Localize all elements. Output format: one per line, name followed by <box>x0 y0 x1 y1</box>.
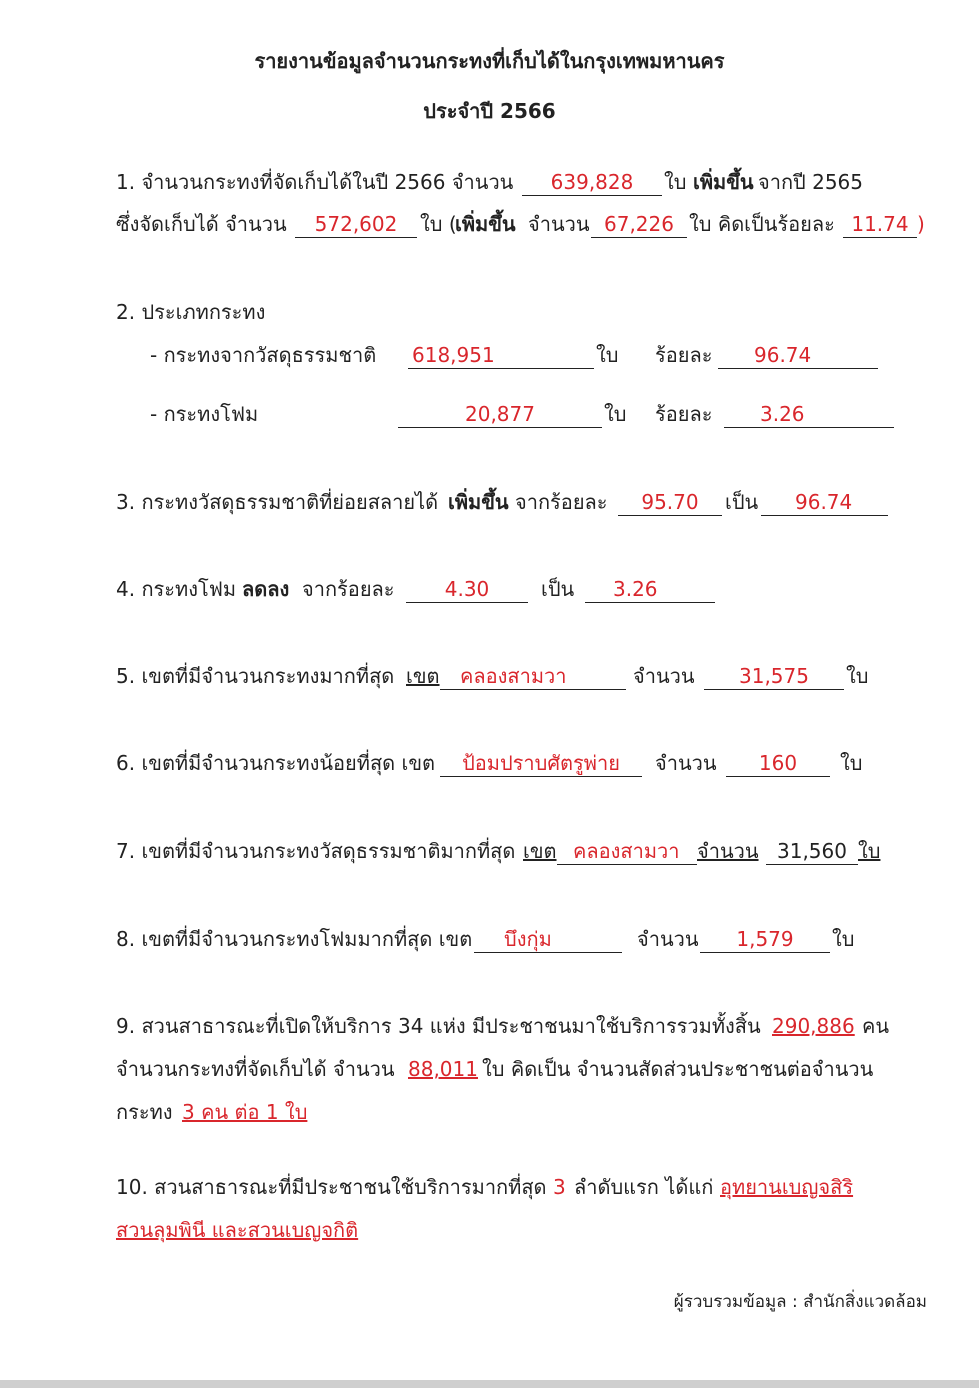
item-10-line1-text: 10. สวนสาธารณะที่มีประชาชนใช้บริการมากที่สุด <box>116 1175 547 1199</box>
item-7-khet: เขต <box>523 839 557 863</box>
item-1-text-f: จำนวน <box>528 212 590 236</box>
item-1-value-2565: 572,602 <box>295 211 417 238</box>
item-8-unit: ใบ <box>832 927 855 951</box>
item-4-text-a: 4. กระทงโฟม <box>116 577 237 601</box>
item-6-text-b: จำนวน <box>655 751 717 775</box>
item-8-count: 1,579 <box>700 926 830 953</box>
item-1-close-paren: ) <box>917 212 925 236</box>
item-3-text-a: 3. กระทงวัสดุธรรมชาติที่ย่อยสลายได้ <box>116 490 439 514</box>
item-8-text-b: จำนวน <box>637 927 699 951</box>
item-1-diff: 67,226 <box>591 211 687 238</box>
item-2-foam-label: - กระทงโฟม <box>150 402 259 426</box>
item-2-foam-count: 20,877 <box>398 401 602 428</box>
item-9-line2-text: จำนวนกระทงที่จัดเก็บได้ จำนวน <box>116 1057 395 1081</box>
item-7-unit: ใบ <box>858 839 881 863</box>
item-5-unit: ใบ <box>846 664 869 688</box>
report-subtitle: ประจำปี 2566 <box>423 99 556 123</box>
item-1-text-d: ซึ่งจัดเก็บได้ จำนวน <box>116 212 287 236</box>
item-1-bold-increase-2: เพิ่มขึ้น <box>455 212 516 236</box>
item-6-district: ป้อมปราบศัตรูพ่าย <box>440 750 642 777</box>
item-2-heading: 2. ประเภทกระทง <box>116 300 266 324</box>
item-5-text-b: จำนวน <box>633 664 695 688</box>
item-4-text-b: จากร้อยละ <box>302 577 395 601</box>
item-10-line1-rest: ลำดับแรก ได้แก่ <box>574 1175 714 1199</box>
item-5-count: 31,575 <box>704 663 844 690</box>
item-6-text-a: 6. เขตที่มีจำนวนกระทงน้อยที่สุด เขต <box>116 751 436 775</box>
item-9-krathong-count: 88,011 <box>408 1057 478 1081</box>
item-7-text-a: 7. เขตที่มีจำนวนกระทงวัสดุธรรมชาติมากที่สุด <box>116 839 516 863</box>
item-4-to: 3.26 <box>585 576 715 603</box>
item-4-text-c: เป็น <box>541 577 575 601</box>
item-5-text-a: 5. เขตที่มีจำนวนกระทงมากที่สุด <box>116 664 395 688</box>
report-title: รายงานข้อมูลจำนวนกระทงที่เก็บได้ในกรุงเทพมหานคร <box>254 49 725 73</box>
item-9-visitors: 290,886 <box>772 1014 855 1038</box>
bottom-border <box>0 1380 979 1388</box>
item-3-text-b: จากร้อยละ <box>515 490 608 514</box>
item-1-value-2566: 639,828 <box>522 169 662 196</box>
item-8-district: บึงกุ่ม <box>474 926 622 953</box>
item-2-foam-pct-label: ร้อยละ <box>655 402 713 426</box>
item-3-bold-increase: เพิ่มขึ้น <box>448 490 509 514</box>
item-9-line1-text: 9. สวนสาธารณะที่เปิดให้บริการ 34 แห่ง มีประชาชนมาใช้บริการรวมทั้งสิ้น <box>116 1014 761 1038</box>
item-2-foam-pct: 3.26 <box>724 401 894 428</box>
item-9-line3-text: กระทง <box>116 1100 173 1124</box>
item-2-natural-pct-label: ร้อยละ <box>655 343 713 367</box>
item-1-text-c: จากปี 2565 <box>758 170 864 194</box>
item-2-foam-unit: ใบ <box>604 402 627 426</box>
item-6-count: 160 <box>726 750 830 777</box>
item-5-khet: เขต <box>406 664 440 688</box>
item-10-park-1: อุทยานเบญจสิริ <box>720 1175 854 1199</box>
footer-compiler: ผู้รวบรวมข้อมูล : สำนักสิ่งแวดล้อม <box>673 1292 927 1312</box>
item-9-ratio: 3 คน ต่อ 1 ใบ <box>182 1100 308 1124</box>
item-9-line2-rest: ใบ คิดเป็น จำนวนสัดส่วนประชาชนต่อจำนวน <box>482 1057 874 1081</box>
item-2-natural-label: - กระทงจากวัสดุธรรมชาติ <box>150 343 377 367</box>
item-10-parks-rest: สวนลุมพินี และสวนเบญจกิติ <box>116 1218 359 1242</box>
item-3-to: 96.74 <box>761 489 888 516</box>
item-1-text-e: ใบ ( <box>420 212 457 236</box>
item-7-count: 31,560 <box>766 838 858 865</box>
item-1-percent: 11.74 <box>843 211 917 238</box>
item-9-line1-unit: คน <box>862 1014 890 1038</box>
item-2-natural-pct: 96.74 <box>718 342 878 369</box>
item-2-natural-unit: ใบ <box>596 343 619 367</box>
item-3-text-c: เป็น <box>725 490 759 514</box>
item-2-natural-count: 618,951 <box>408 342 594 369</box>
item-3-from: 95.70 <box>618 489 722 516</box>
item-5-district: คลองสามวา <box>440 663 626 690</box>
item-4-from: 4.30 <box>406 576 528 603</box>
item-7-text-b: จำนวน <box>697 839 759 863</box>
item-4-bold-decrease: ลดลง <box>242 577 290 601</box>
item-7-district: คลองสามวา <box>557 838 697 865</box>
item-1-text-b: ใบ <box>664 170 687 194</box>
item-8-text-a: 8. เขตที่มีจำนวนกระทงโฟมมากที่สุด เขต <box>116 927 473 951</box>
item-1-text-a: 1. จำนวนกระทงที่จัดเก็บได้ในปี 2566 จำนวน <box>116 170 514 194</box>
item-1-text-g: ใบ คิดเป็นร้อยละ <box>689 212 835 236</box>
item-10-top-n: 3 <box>553 1175 566 1199</box>
item-6-unit: ใบ <box>840 751 863 775</box>
item-1-bold-increase: เพิ่มขึ้น <box>693 170 754 194</box>
